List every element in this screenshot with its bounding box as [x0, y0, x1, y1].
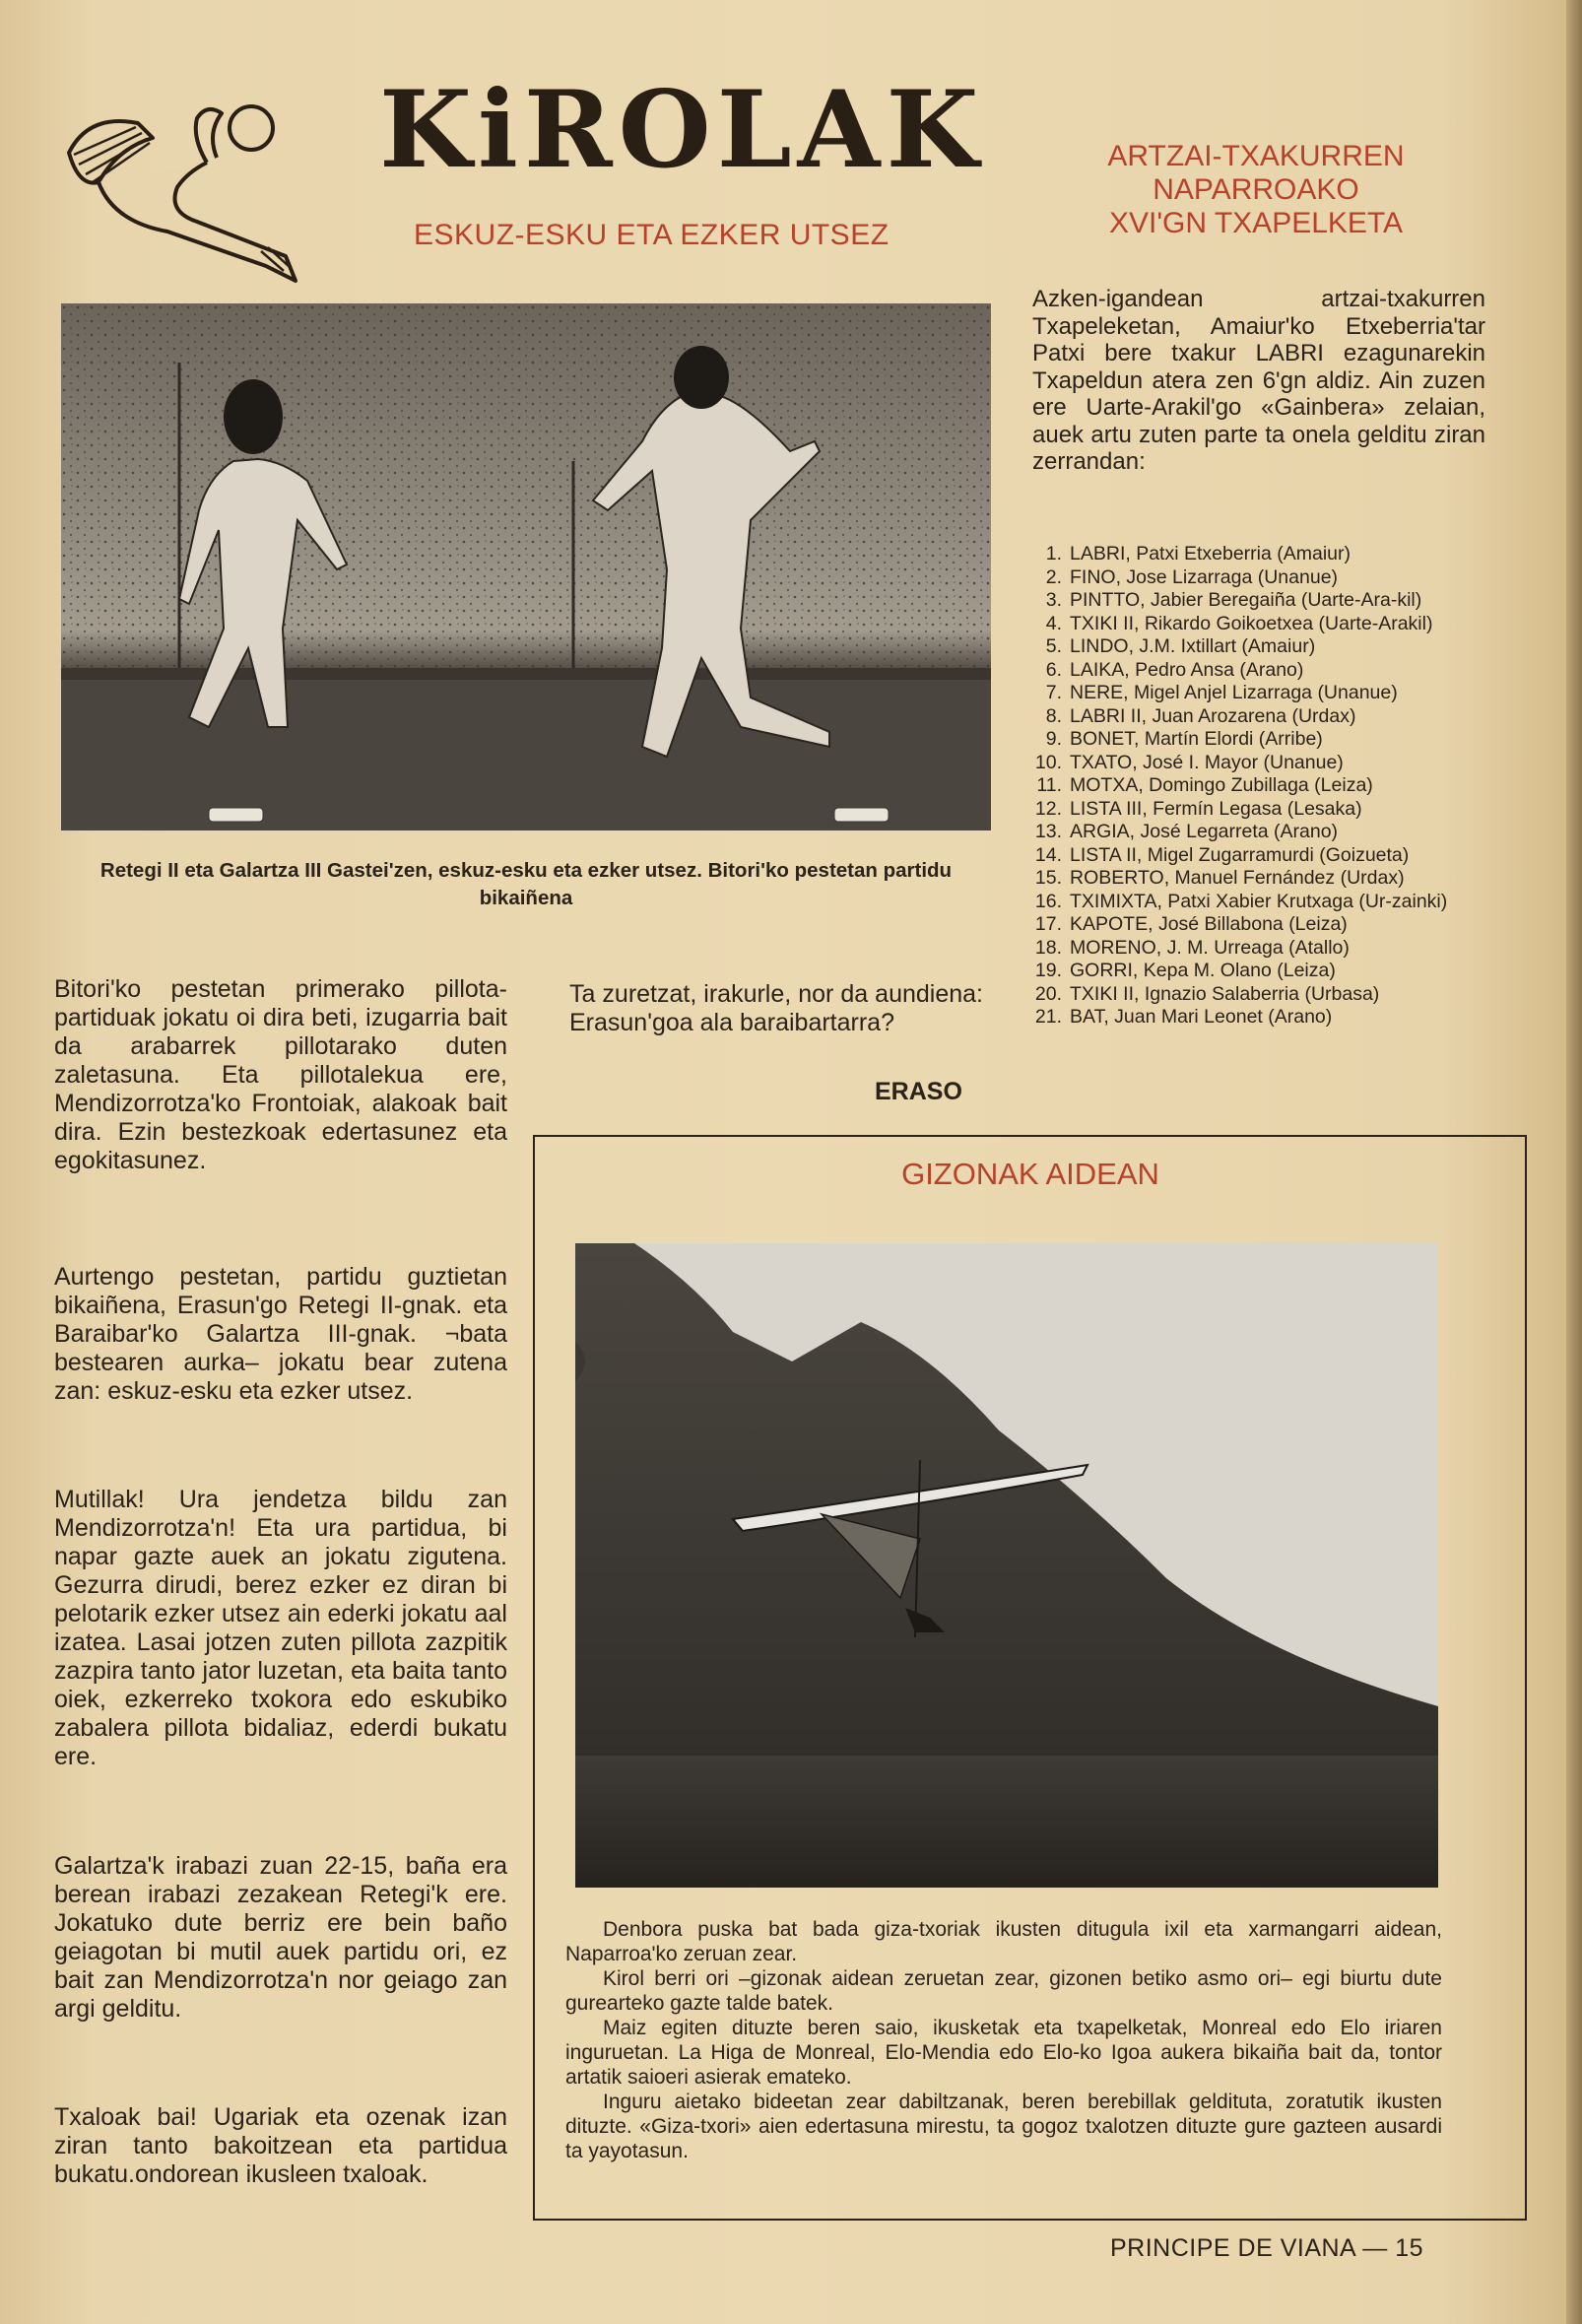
- result-rank: 4.: [1045, 612, 1062, 634]
- result-rank: 11.: [1036, 774, 1062, 796]
- result-entry: TXATO, José I. Mayor (Unanue): [1070, 751, 1344, 773]
- result-item: [1032, 960, 1490, 983]
- result-item: [1032, 682, 1490, 705]
- result-item: [1032, 589, 1490, 613]
- title-line: XVI'GN TXAPELKETA: [1108, 207, 1404, 239]
- championship-results-list: [1032, 543, 1490, 1029]
- result-entry: KAPOTE, José Billabona (Leiza): [1070, 913, 1348, 935]
- result-item: [1032, 821, 1490, 844]
- box-paragraph: Denbora puska bat bada giza-txoriak ikusten ditugula ixil eta xarmangarri aidean, Naparroa'ko zeruan zear.: [565, 1918, 1442, 1965]
- sheepdog-article-intro: Azken-igandean artzai-txakurren Txapeleketan, Amaiur'ko Etxeberria'tar Patxi bere txakur LABRI ezagunarekin Txapeldun atera zen 6'gn aldiz. Ain zuzen ere Uarte-Arakil'go «Gainbera» zelaian, auek artu zuten parte ta onela gelditu ziran zerrandan:: [1032, 286, 1485, 475]
- result-rank: 13.: [1034, 821, 1062, 842]
- result-rank: 12.: [1034, 797, 1062, 820]
- box-paragraph: Maiz egiten dituzte beren saio, ikusketak eta txapelketak, Monreal edo Elo iriaren inguruetan. La Higa de Monreal, Elo-Mendia edo Elo-ko Igoa aukera bikaiña bait da, tontor artatik saioeri asierak emateko.: [565, 2017, 1442, 2089]
- photo-caption: Retegi II eta Galartza III Gastei'zen, eskuz-esku eta ezker utsez. Bitori'ko pestetan partidu bikaiñena: [99, 859, 953, 909]
- result-rank: 18.: [1034, 936, 1062, 959]
- result-entry: MORENO, J. M. Urreaga (Atallo): [1070, 936, 1350, 959]
- result-rank: 8.: [1045, 704, 1062, 727]
- result-entry: TXIKI II, Ignazio Salaberria (Urbasa): [1070, 982, 1380, 1005]
- article-paragraph: Aurtengo pestetan, partidu guztietan bikaiñena, Erasun'go Retegi II-gnak. eta Baraibar'ko Galartza III-gnak. ¬bata bestearen aurka– jokatu bear zutena zan: eskuz-esku eta ezker utsez.: [54, 1263, 507, 1405]
- result-entry: FINO, Jose Lizarraga (Unanue): [1070, 565, 1339, 588]
- result-rank: 21.: [1034, 1006, 1062, 1028]
- page-binding-edge: [1566, 0, 1582, 2324]
- pelota-hand-logo-icon: [59, 94, 305, 291]
- result-item: [1032, 891, 1490, 914]
- result-item: [1032, 659, 1490, 683]
- result-entry: TXIKI II, Rikardo Goikoetxea (Uarte-Arakil): [1070, 612, 1433, 634]
- result-rank: 9.: [1045, 728, 1062, 750]
- result-item: [1032, 867, 1490, 891]
- hang-gliding-text: [565, 1917, 1442, 2163]
- result-item: [1032, 937, 1490, 961]
- result-rank: 17.: [1034, 913, 1062, 935]
- article-paragraph: Bitori'ko pestetan primerako pillota-partiduak jokatu oi dira beti, izugarria bait da arabarrek pillotarako duten zaletasuna. Eta pillotalekua ere, Mendizorrotza'ko Frontoiak, alakoak bait dira. Ezin bestezkoak edertasunez eta egokitasunez.: [54, 975, 507, 1174]
- article-paragraph: Ta zuretzat, irakurle, nor da aundiena: Erasun'goa ala baraibartarra?: [569, 980, 983, 1036]
- result-rank: 19.: [1034, 960, 1062, 981]
- result-entry: TXIMIXTA, Patxi Xabier Krutxaga (Ur-zainki): [1070, 890, 1448, 912]
- result-entry: LABRI II, Juan Arozarena (Urdax): [1070, 704, 1356, 727]
- result-entry: LINDO, J.M. Ixtillart (Amaiur): [1070, 635, 1316, 657]
- result-item: [1032, 774, 1490, 798]
- result-entry: ARGIA, José Legarreta (Arano): [1070, 821, 1339, 842]
- article-paragraph: Galartza'k irabazi zuan 22-15, baña era berean irabazi zezakean Retegi'k ere. Jokatuko dute berriz ere bein baño geiagotan bi mutil auek partidu ori, ez bait zan Mendizorrotza'n nor geiago zan argi gelditu.: [54, 1852, 507, 2023]
- hang-gliding-title: GIZONAK AIDEAN: [901, 1157, 1159, 1191]
- title-line: NAPARROAKO: [1153, 173, 1359, 206]
- result-rank: 2.: [1045, 565, 1062, 588]
- result-rank: 14.: [1034, 843, 1062, 866]
- article-paragraph: Mutillak! Ura jendetza bildu zan Mendizorrotza'n! Eta ura partidua, bi napar gazte auek an jokatu zigutena. Gezurra dirudi, berez ezker ez diran bi pelotarik ezker utsez ain ederki jokatu aal izatea. Lasai jotzen zuten pillota zazpitik zazpira tanto jator luzetan, eta baita tanto oiek, ezkerreko txokora edo eskubiko zabalera pillota bidaliaz, ederdi bukatu ere.: [54, 1486, 507, 1770]
- result-item: [1032, 913, 1490, 937]
- result-entry: LABRI, Patxi Etxeberria (Amaiur): [1070, 543, 1351, 564]
- result-rank: 5.: [1045, 635, 1062, 657]
- result-item: [1032, 983, 1490, 1007]
- pelota-players-photo: [61, 303, 991, 830]
- result-item: [1032, 798, 1490, 822]
- result-rank: 16.: [1034, 890, 1062, 912]
- result-rank: 3.: [1045, 589, 1062, 611]
- result-rank: 7.: [1045, 682, 1062, 703]
- result-entry: NERE, Migel Anjel Lizarraga (Unanue): [1070, 682, 1398, 703]
- result-entry: BAT, Juan Mari Leonet (Arano): [1070, 1006, 1333, 1028]
- result-entry: BONET, Martín Elordi (Arribe): [1070, 728, 1323, 750]
- result-item: [1032, 635, 1490, 659]
- result-item: [1032, 613, 1490, 636]
- result-entry: LISTA II, Migel Zugarramurdi (Goizueta): [1070, 843, 1410, 866]
- box-paragraph: Inguru aietako bideetan zear dabiltzanak, beren berebillak geldituta, zoratutik ikusten dituzte. «Giza-txori» aien edertasuna mirestu, ta gogoz txalotzen dituzte gure gazteen ausardi ta yayotasun.: [565, 2091, 1442, 2162]
- result-item: [1032, 728, 1490, 752]
- result-rank: 1.: [1045, 543, 1062, 564]
- result-item: [1032, 1006, 1490, 1029]
- result-entry: PINTTO, Jabier Beregaiña (Uarte-Ara-kil): [1070, 589, 1422, 611]
- result-rank: 10.: [1034, 751, 1062, 773]
- title-line: ARTZAI-TXAKURREN: [1107, 140, 1405, 172]
- page-footer: PRINCIPE DE VIANA — 15: [1110, 2234, 1424, 2262]
- article-author: ERASO: [875, 1078, 962, 1105]
- box-paragraph: Kirol berri ori –gizonak aidean zeruetan zear, gizonen betiko asmo ori– egi biurtu dute gurearteko gazte talde batek.: [565, 1967, 1442, 2015]
- sheepdog-article-title: [1034, 140, 1478, 240]
- result-item: [1032, 844, 1490, 868]
- article-paragraph: Txaloak bai! Ugariak eta ozenak izan ziran tanto bakoitzean eta partidua bukatu.ondorean ikusleen txaloak.: [54, 2103, 507, 2188]
- result-item: [1032, 543, 1490, 566]
- hang-glider-photo: [575, 1243, 1438, 1888]
- section-subtitle: ESKUZ-ESKU ETA EZKER UTSEZ: [414, 219, 890, 251]
- result-entry: LAIKA, Pedro Ansa (Arano): [1070, 658, 1304, 681]
- result-entry: LISTA III, Fermín Legasa (Lesaka): [1070, 797, 1362, 820]
- result-rank: 15.: [1034, 867, 1062, 889]
- result-item: [1032, 566, 1490, 590]
- result-entry: GORRI, Kepa M. Olano (Leiza): [1070, 960, 1336, 981]
- result-entry: ROBERTO, Manuel Fernández (Urdax): [1070, 867, 1405, 889]
- result-rank: 6.: [1045, 658, 1062, 681]
- result-item: [1032, 752, 1490, 775]
- result-entry: MOTXA, Domingo Zubillaga (Leiza): [1070, 774, 1373, 796]
- result-item: [1032, 705, 1490, 729]
- section-title: KiROLAK: [379, 68, 985, 192]
- result-rank: 20.: [1034, 982, 1062, 1005]
